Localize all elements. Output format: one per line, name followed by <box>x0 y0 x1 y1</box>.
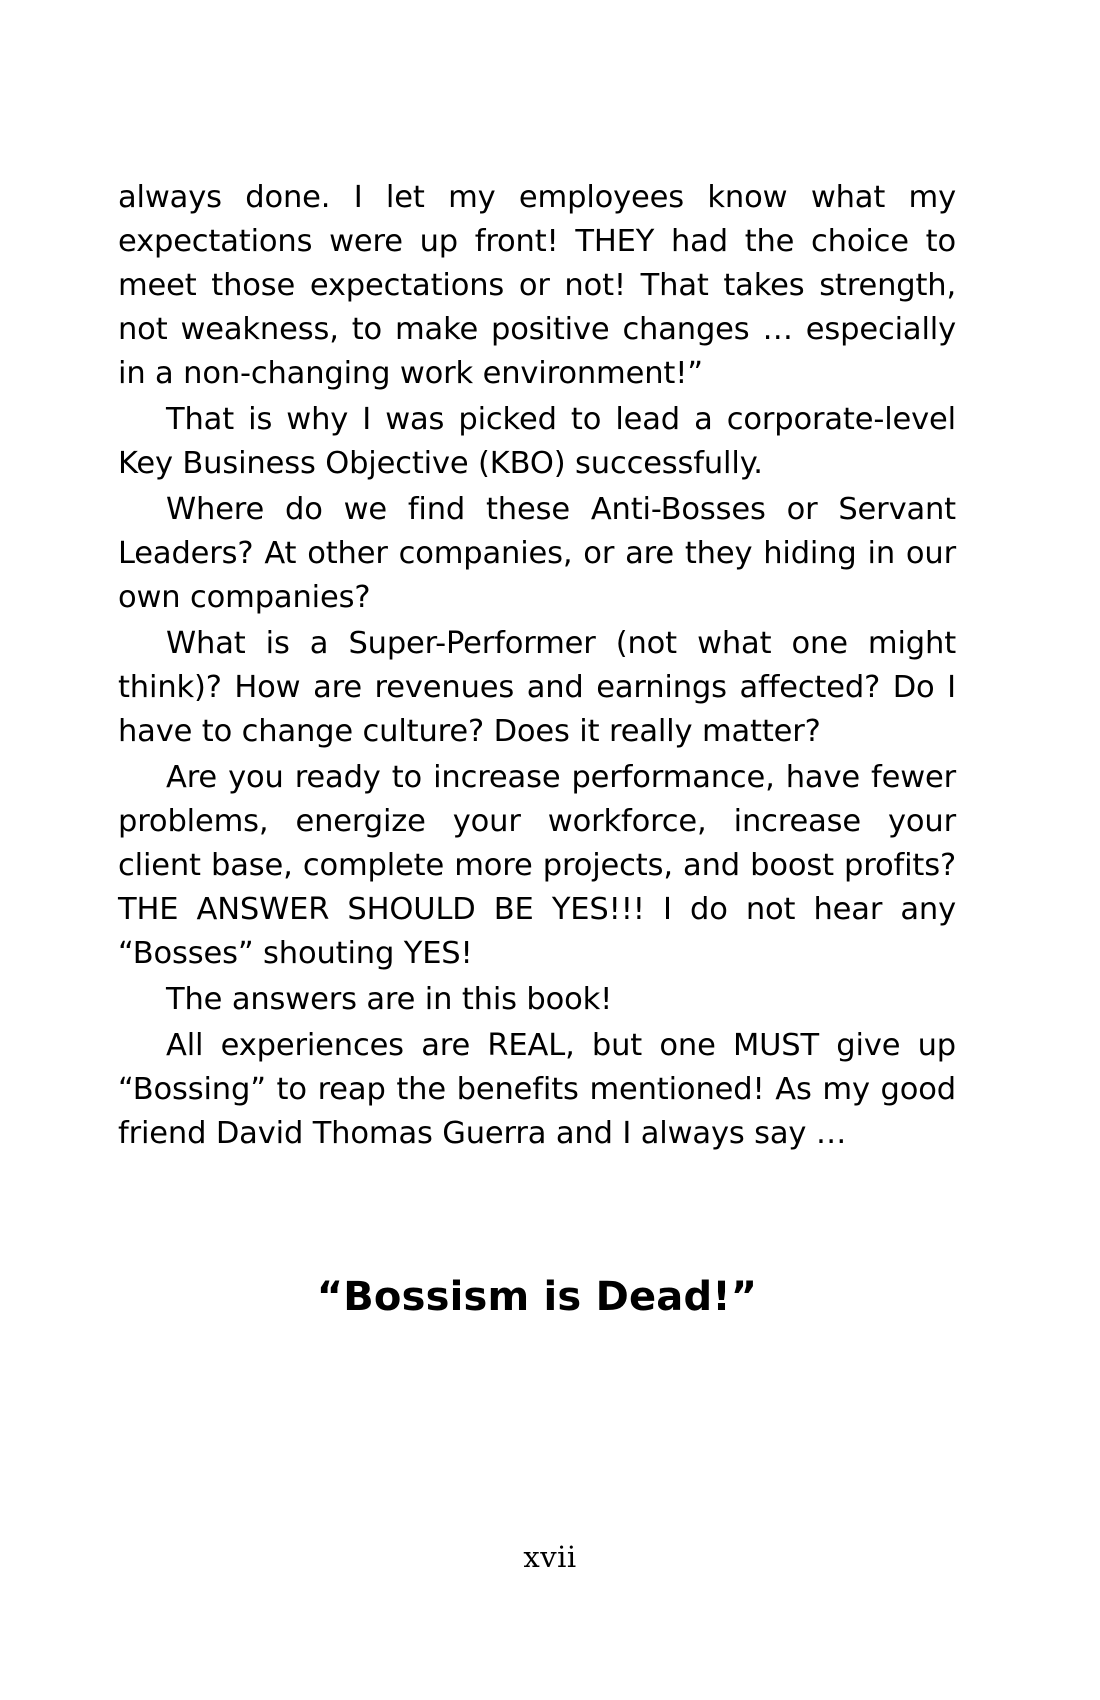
paragraph-where-do-we-find: Where do we find these Anti-Bosses or Servant Leaders? At other companies, or are they hiding in our own companies? <box>118 492 956 615</box>
paragraph-answers-in-book: The answers are in this book! <box>166 982 613 1017</box>
paragraph-are-you-ready: Are you ready to increase performance, have fewer problems, energize your workforce, increase your client base, complete more projects, and boost profits? THE ANSWER SHOULD BE YES!!! I do not hear any “Bosses” shouting YES! <box>118 760 956 971</box>
page-number: xvii <box>523 1540 577 1574</box>
closing-heading: “Bossism is Dead!” <box>316 1274 758 1320</box>
paragraph-kbo: That is why I was picked to lead a corporate-level Key Business Objective (KBO) successfully. <box>118 402 956 481</box>
body-text-block <box>118 176 956 1158</box>
paragraph-continued-quote: always done. I let my employees know what my expectations were up front! THEY had the choice to meet those expectations or not! That takes strength, not weakness, to make positive changes … especially in a non-changing work environment!” <box>118 180 956 391</box>
closing-heading-wrap <box>118 1268 956 1326</box>
paragraph-super-performer: What is a Super-Performer (not what one might think)? How are revenues and earnings affected? Do I have to change culture? Does it really matter? <box>118 626 956 749</box>
paragraph-all-experiences: All experiences are REAL, but one MUST give up “Bossing” to reap the benefits mentioned! As my good friend David Thomas Guerra and I always say … <box>118 1028 956 1151</box>
